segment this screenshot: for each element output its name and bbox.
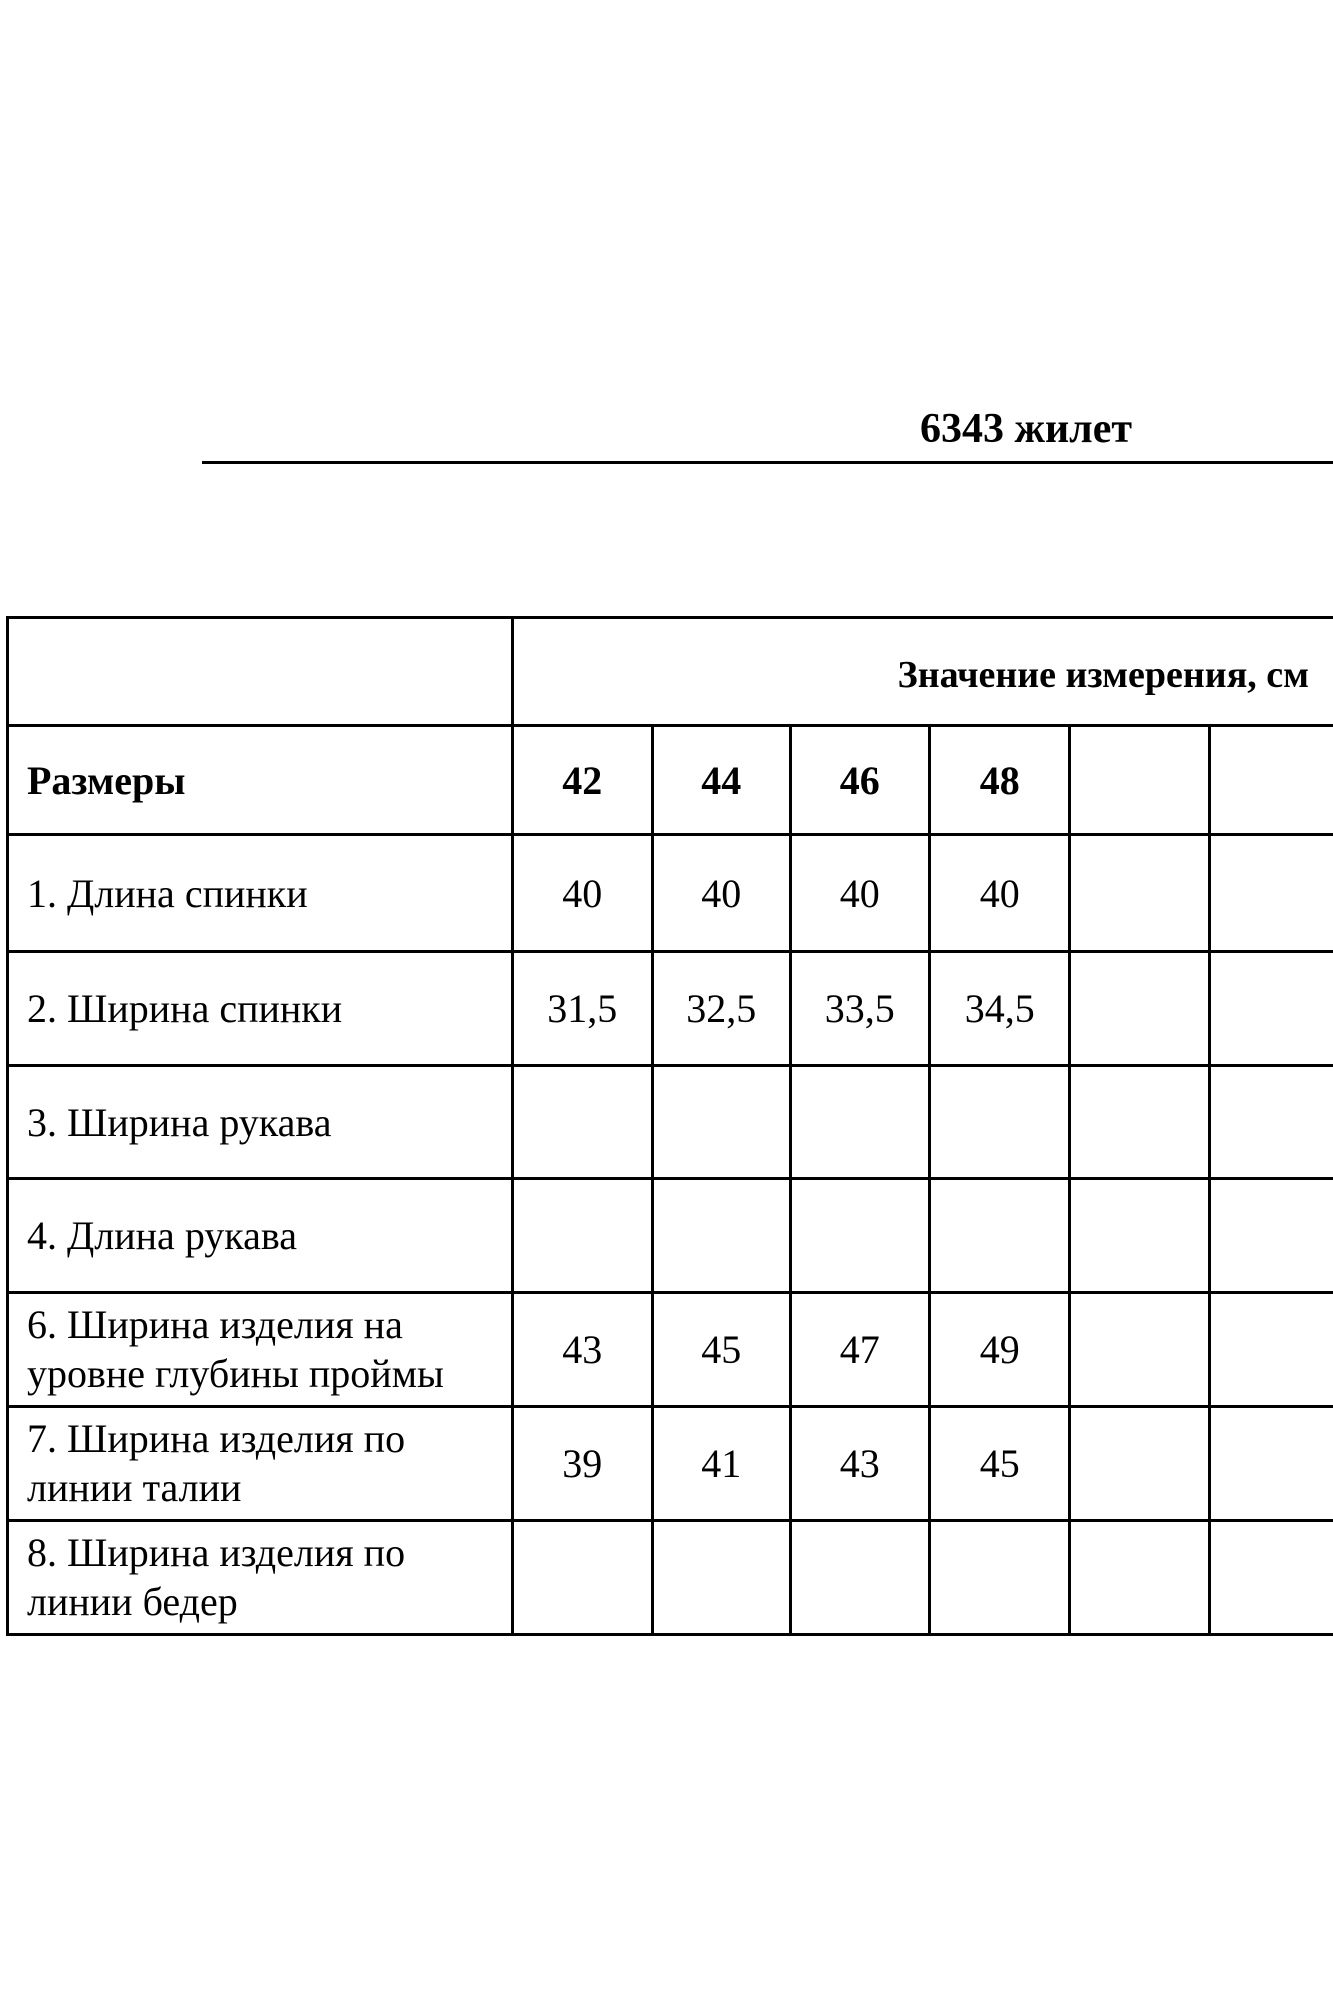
- table-row: [8, 835, 1333, 952]
- table-row: [8, 1521, 1333, 1635]
- value-cell: 43: [512, 1293, 652, 1407]
- table-row: [8, 952, 1333, 1066]
- value-cell: [512, 1521, 652, 1635]
- value-cell: [512, 1179, 652, 1293]
- row-label: 1. Длина спинки: [8, 835, 513, 952]
- value-cell: 40: [930, 835, 1070, 952]
- value-cell: 40: [512, 835, 652, 952]
- value-cell: [930, 1521, 1070, 1635]
- value-cell: 34,5: [930, 952, 1070, 1066]
- value-cell: [1070, 1066, 1210, 1179]
- value-cell: [1070, 835, 1210, 952]
- table-row: [8, 1407, 1333, 1521]
- value-cell: 33,5: [790, 952, 929, 1066]
- size-cell: [1070, 726, 1210, 835]
- value-cell: 49: [930, 1293, 1070, 1407]
- row-label: 6. Ширина изделия на уровне глубины проймы: [8, 1293, 513, 1407]
- sizes-label: Размеры: [8, 726, 513, 835]
- value-cell: 43: [790, 1407, 929, 1521]
- value-cell: 45: [930, 1407, 1070, 1521]
- value-cell: 47: [790, 1293, 929, 1407]
- document-title: 6343 жилет: [920, 406, 1132, 452]
- value-cell: [1210, 1066, 1333, 1179]
- value-cell: [1210, 952, 1333, 1066]
- value-cell: 41: [653, 1407, 791, 1521]
- value-cell: [512, 1066, 652, 1179]
- value-cell: 45: [653, 1293, 791, 1407]
- measure-header: Значение измерения, см: [512, 618, 1333, 726]
- value-cell: [1210, 1407, 1333, 1521]
- size-cell: 46: [790, 726, 929, 835]
- value-cell: [653, 1066, 791, 1179]
- sizes-row: [8, 726, 1333, 835]
- value-cell: [930, 1179, 1070, 1293]
- value-cell: [790, 1179, 929, 1293]
- value-cell: [1210, 835, 1333, 952]
- size-cell: [1210, 726, 1333, 835]
- value-cell: [930, 1066, 1070, 1179]
- value-cell: [1070, 1521, 1210, 1635]
- value-cell: 40: [790, 835, 929, 952]
- value-cell: 32,5: [653, 952, 791, 1066]
- value-cell: 31,5: [512, 952, 652, 1066]
- table-header-row: [8, 618, 1333, 726]
- size-table: [6, 616, 1333, 1636]
- value-cell: [790, 1066, 929, 1179]
- value-cell: [1210, 1521, 1333, 1635]
- value-cell: [653, 1179, 791, 1293]
- row-label: 2. Ширина спинки: [8, 952, 513, 1066]
- row-label: 7. Ширина изделия по линии талии: [8, 1407, 513, 1521]
- value-cell: [1070, 1179, 1210, 1293]
- size-cell: 42: [512, 726, 652, 835]
- title-underline: [202, 461, 1333, 464]
- row-label: 8. Ширина изделия по линии бедер: [8, 1521, 513, 1635]
- table-row: [8, 1179, 1333, 1293]
- value-cell: [1070, 1407, 1210, 1521]
- table-row: [8, 1066, 1333, 1179]
- value-cell: [1210, 1293, 1333, 1407]
- size-cell: 44: [653, 726, 791, 835]
- row-label: 3. Ширина рукава: [8, 1066, 513, 1179]
- value-cell: 40: [653, 835, 791, 952]
- row-label: 4. Длина рукава: [8, 1179, 513, 1293]
- size-cell: 48: [930, 726, 1070, 835]
- value-cell: [1070, 952, 1210, 1066]
- value-cell: 39: [512, 1407, 652, 1521]
- table-row: [8, 1293, 1333, 1407]
- table-corner-cell: [8, 618, 513, 726]
- value-cell: [1210, 1179, 1333, 1293]
- value-cell: [790, 1521, 929, 1635]
- value-cell: [653, 1521, 791, 1635]
- value-cell: [1070, 1293, 1210, 1407]
